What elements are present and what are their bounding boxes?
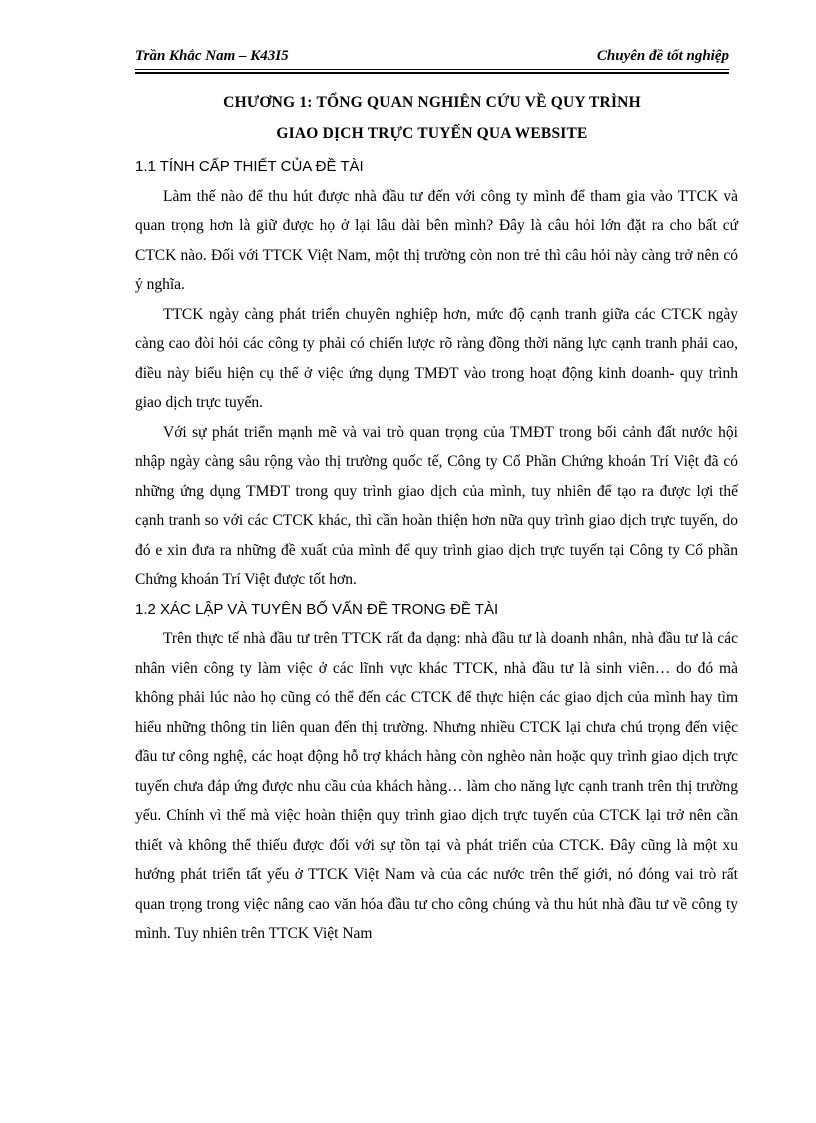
paragraph: Trên thực tế nhà đầu tư trên TTCK rất đa dạng: nhà đầu tư là doanh nhân, nhà đầu tư là các nhân viên công ty làm việc ở các lĩnh vực khác TTCK, nhà đầu tư là sinh viên… do đó mà không phải lúc nào họ cũng có thể đến các CTCK để thực hiện các giao dịch của mình hay tìm hiểu những thông tin liên quan đến thị trường. Nhưng nhiều CTCK lại chưa chú trọng đến việc đầu tư công nghệ, các hoạt động hỗ trợ khách hàng còn nghèo nàn hoặc quy trình giao dịch trực tuyến chưa đáp ứng được nhu cầu của khách hàng… làm cho năng lực cạnh tranh trên thị trường yếu. Chính vì thế mà việc hoàn thiện quy trình giao dịch trực tuyến của CTCK lại trở nên cần thiết và không thể thiếu được đối với sự tồn tại và phát triển của CTCK. Đây cũng là một xu hướng phát triển tất yếu ở TTCK Việt Nam và của các nước trên thế giới, nó đóng vai trò rất quan trọng trong việc nâng cao văn hóa đầu tư cho công chúng và thu hút nhà đầu tư về công ty mình. Tuy nhiên trên TTCK Việt Nam — [135, 630, 738, 942]
chapter-title-line-1: CHƯƠNG 1: TỔNG QUAN NGHIÊN CỨU VỀ QUY TRÌNH — [223, 94, 641, 111]
paragraph: Làm thế nào để thu hút được nhà đầu tư đến với công ty mình để tham gia vào TTCK và quan trọng hơn là giữ được họ ở lại lâu dài bên mình? Đây là câu hỏi lớn đặt ra cho bất cứ CTCK nào. Đối với TTCK Việt Nam, một thị trường còn non trẻ thì câu hỏi này càng trở nên có ý nghĩa. — [135, 187, 738, 293]
section-heading: 1.2 XÁC LẬP VÀ TUYÊN BỐ VẤN ĐỀ TRONG ĐỀ TÀI — [135, 600, 499, 618]
header-title: Chuyên đề tốt nghiệp — [596, 48, 729, 64]
header-divider-thin — [135, 69, 729, 70]
header-divider-thick — [135, 72, 729, 74]
section-heading: 1.1 TÍNH CẤP THIẾT CỦA ĐỀ TÀI — [135, 158, 364, 175]
page-header — [135, 48, 729, 70]
header-author: Trần Khắc Nam – K43I5 — [135, 48, 289, 64]
paragraph: TTCK ngày càng phát triển chuyên nghiệp hơn, mức độ cạnh tranh giữa các CTCK ngày càng cao đòi hỏi các công ty phải có chiến lược rõ ràng đồng thời năng lực cạnh tranh phải cao, điều này biểu hiện cụ thể ở việc ứng dụng TMĐT vào trong hoạt động kinh doanh- quy trình giao dịch trực tuyến. — [135, 305, 738, 411]
paragraph: Với sự phát triển mạnh mẽ và vai trò quan trọng của TMĐT trong bối cảnh đất nước hội nhập ngày càng sâu rộng vào thị trường quốc tế, Công ty Cổ Phần Chứng khoán Trí Việt đã có những ứng dụng TMĐT trong quy trình giao dịch của mình, tuy nhiên để tạo ra được lợi thế cạnh tranh so với các CTCK khác, thì cần hoàn thiện hơn nữa quy trình giao dịch trực tuyến, do đó e xin đưa ra những đề xuất của mình để quy trình giao dịch trực tuyến tại Công ty Cổ phần Chứng khoán Trí Việt được tốt hơn. — [135, 423, 738, 588]
chapter-title-line-2: GIAO DỊCH TRỰC TUYẾN QUA WEBSITE — [276, 125, 588, 142]
body-content — [135, 152, 738, 949]
